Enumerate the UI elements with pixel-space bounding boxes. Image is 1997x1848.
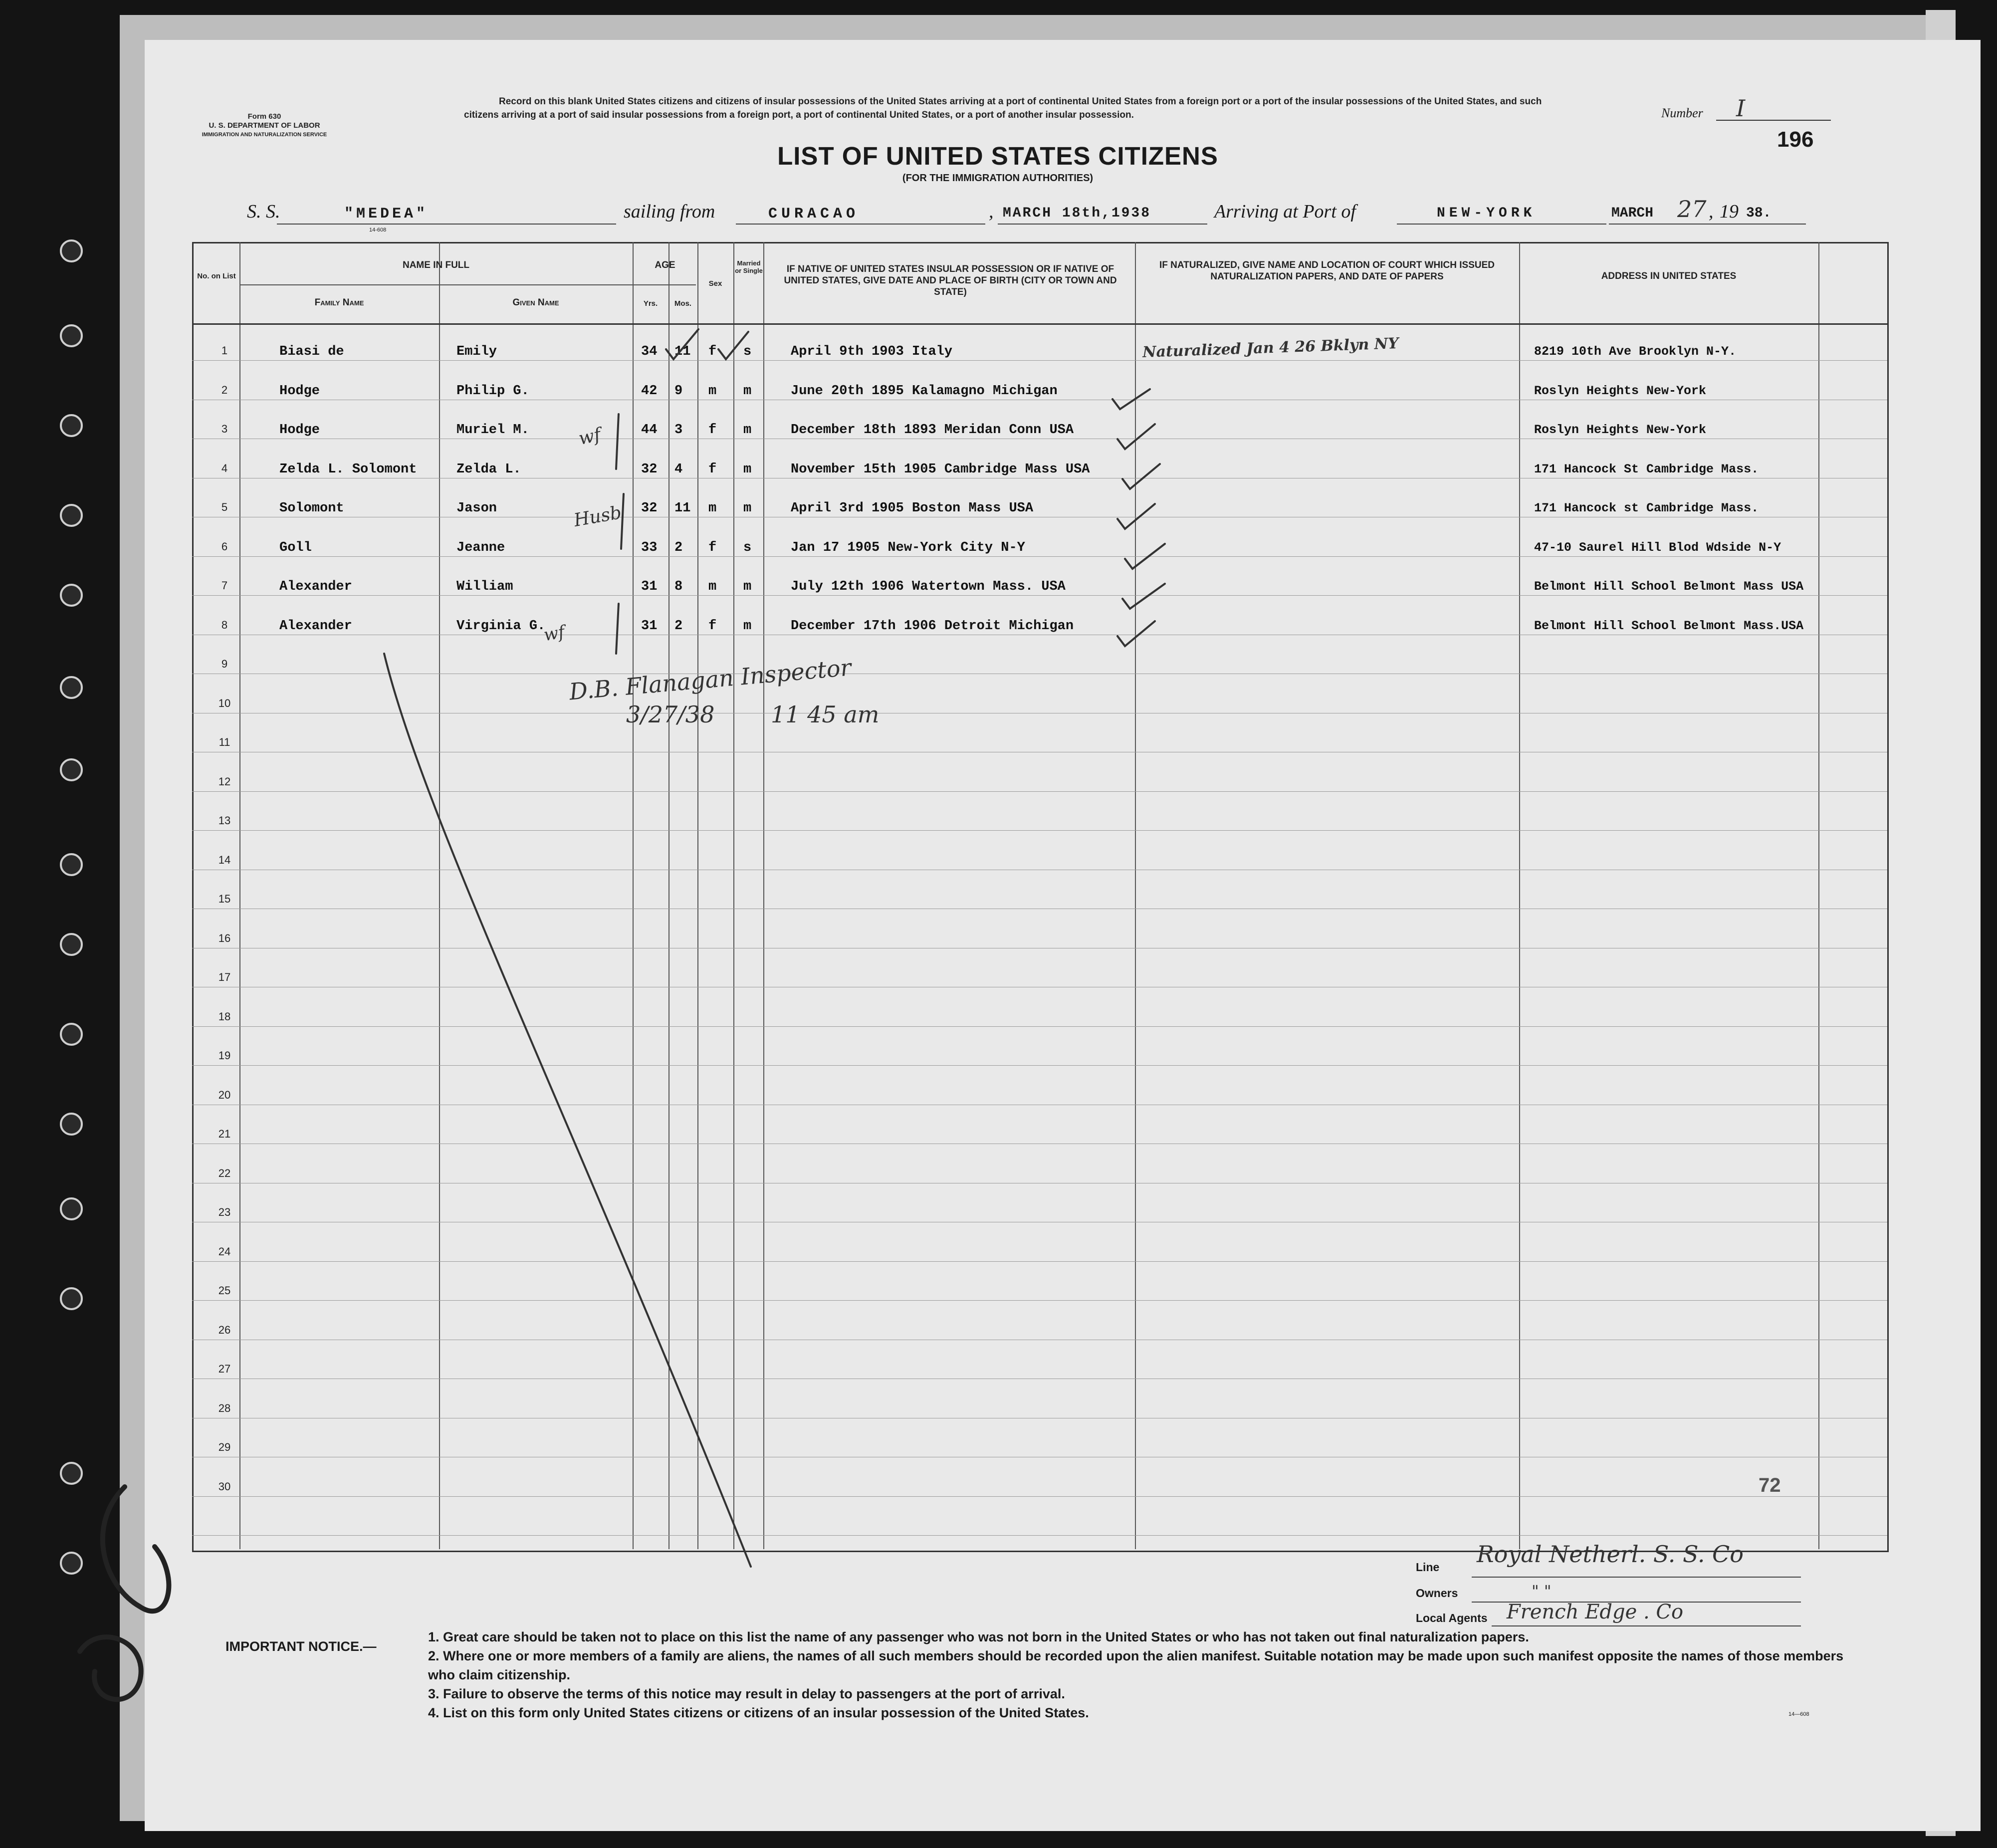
check-mark-icon bbox=[1117, 504, 1155, 529]
marital-status-cell: m bbox=[743, 501, 752, 516]
stamp-number: 196 bbox=[1777, 127, 1814, 152]
row-number: 17 bbox=[218, 971, 231, 983]
address-cell: 171 Hancock St Cambridge Mass. bbox=[1534, 462, 1759, 476]
age-years-cell: 31 bbox=[641, 579, 658, 594]
row-number: 14 bbox=[218, 853, 231, 866]
arrival-year: 38. bbox=[1746, 206, 1772, 221]
owners-label: Owners bbox=[1416, 1587, 1458, 1600]
header-no-on-list: No. on List bbox=[197, 272, 236, 280]
given-name-cell: William bbox=[456, 579, 513, 594]
row-number: 24 bbox=[218, 1245, 231, 1258]
age-months-cell: 3 bbox=[674, 423, 683, 438]
row-number: 29 bbox=[218, 1441, 231, 1453]
sex-cell: f bbox=[708, 618, 717, 634]
header-mos: Mos. bbox=[674, 299, 692, 308]
sex-cell: m bbox=[708, 383, 717, 399]
address-cell: 8219 10th Ave Brooklyn N-Y. bbox=[1534, 344, 1737, 359]
age-years-cell: 31 bbox=[641, 618, 658, 634]
row-number: 6 bbox=[221, 540, 228, 553]
sex-cell: f bbox=[708, 462, 717, 477]
marital-status-cell: m bbox=[743, 618, 752, 634]
sailing-label: sailing from bbox=[624, 201, 715, 222]
row-number: 26 bbox=[218, 1323, 231, 1336]
birth-cell: December 18th 1893 Meridan Conn USA bbox=[791, 423, 1074, 438]
owners-value: " " bbox=[1532, 1582, 1552, 1601]
header-naturalized: IF NATURALIZED, GIVE NAME AND LOCATION OF COURT WHICH ISSUED NATURALIZATION PAPERS, AND DATE OF PAPERS bbox=[1159, 260, 1495, 282]
naturalized-cell: Naturalized Jan 4 26 Bklyn NY bbox=[1142, 335, 1399, 361]
port-arrival: NEW-YORK bbox=[1437, 206, 1536, 221]
header-given-name: Given Name bbox=[512, 297, 559, 308]
number-value: I bbox=[1736, 95, 1746, 122]
row-number: 15 bbox=[218, 893, 231, 905]
address-cell: 171 Hancock st Cambridge Mass. bbox=[1534, 501, 1759, 515]
check-mark-icon bbox=[666, 329, 698, 359]
address-cell: Belmont Hill School Belmont Mass.USA bbox=[1534, 618, 1804, 633]
page-scribble-icon bbox=[80, 1637, 141, 1699]
row-number: 1 bbox=[221, 344, 228, 357]
family-name-cell: Biasi de bbox=[279, 344, 344, 359]
row-number: 10 bbox=[218, 696, 231, 709]
row-number: 18 bbox=[218, 1010, 231, 1023]
family-name-cell: Goll bbox=[279, 540, 312, 555]
marital-status-cell: m bbox=[743, 579, 752, 594]
birth-cell: July 12th 1906 Watertown Mass. USA bbox=[791, 579, 1066, 594]
age-years-cell: 34 bbox=[641, 344, 658, 359]
arriving-label: Arriving at Port of bbox=[1214, 201, 1356, 222]
form-instructions: Record on this blank United States citizens and citizens of insular possessions of the United States arriving at a port of continental United States from a foreign port or a port of the insular possessions of the United States, and such citizens arriving at a port of said insular possessions from a foreign port, a port of continental United States, or a port of another insular possession. bbox=[464, 96, 1542, 120]
header-birth: IF NATIVE OF UNITED STATES INSULAR POSSESSION OR IF NATIVE OF UNITED STATES, GIVE DATE AND PLACE OF BIRTH (CITY OR TOWN AND STATE) bbox=[784, 264, 1117, 297]
age-years-cell: 32 bbox=[641, 462, 658, 477]
birth-cell: Jan 17 1905 New-York City N-Y bbox=[791, 540, 1025, 555]
inspection-time: 11 45 am bbox=[771, 701, 880, 728]
address-cell: Roslyn Heights New-York bbox=[1534, 423, 1707, 437]
sex-cell: f bbox=[708, 344, 717, 359]
age-years-cell: 42 bbox=[641, 383, 658, 399]
service-name: IMMIGRATION AND NATURALIZATION SERVICE bbox=[202, 132, 327, 138]
check-mark-icon bbox=[1122, 584, 1165, 609]
row-number: 16 bbox=[218, 931, 231, 944]
given-name-cell: Jason bbox=[456, 501, 497, 516]
age-years-cell: 44 bbox=[641, 423, 658, 438]
inspection-date: 3/27/38 bbox=[626, 701, 715, 728]
age-months-cell: 2 bbox=[674, 540, 683, 555]
address-cell: Belmont Hill School Belmont Mass USA bbox=[1534, 579, 1804, 594]
form-number: Form 630 bbox=[247, 112, 281, 121]
notice-item-4: 4. List on this form only United States citizens or citizens of an insular possession of the United States. bbox=[428, 1705, 1089, 1720]
address-cell: Roslyn Heights New-York bbox=[1534, 383, 1707, 398]
notice-item-2: 2. Where one or more members of a family are aliens, the names of all such members should be recorded upon the alien manifest. Suitable notation may be made upon such manifest opposite the names of those members who claim citizenship. bbox=[428, 1648, 1844, 1682]
birth-cell: April 9th 1903 Italy bbox=[791, 344, 953, 359]
print-code-bottom: 14—608 bbox=[1788, 1711, 1809, 1717]
row-number: 19 bbox=[218, 1049, 231, 1062]
marital-status-cell: m bbox=[743, 383, 752, 399]
address-cell: 47-10 Saurel Hill Blod Wdside N-Y bbox=[1534, 540, 1781, 555]
row-number: 3 bbox=[221, 423, 228, 435]
family-name-cell: Hodge bbox=[279, 383, 320, 399]
age-months-cell: 9 bbox=[674, 383, 683, 399]
row-number: 11 bbox=[219, 736, 230, 748]
line-value: Royal Netherl. S. S. Co bbox=[1477, 1541, 1744, 1568]
age-months-cell: 2 bbox=[674, 618, 683, 634]
age-months-cell: 11 bbox=[674, 501, 691, 516]
notice-item-1: 1. Great care should be taken not to place on this list the name of any passenger who was not born in the United States or who has not taken out final naturalization papers. bbox=[428, 1629, 1529, 1644]
check-mark-icon bbox=[718, 332, 748, 359]
page-subtitle: (FOR THE IMMIGRATION AUTHORITIES) bbox=[902, 173, 1094, 184]
family-name-cell: Zelda L. Solomont bbox=[279, 462, 417, 477]
header-family-name: Family Name bbox=[314, 297, 364, 308]
sex-cell: m bbox=[708, 579, 717, 594]
notice-item-3: 3. Failure to observe the terms of this notice may result in delay to passengers at the port of arrival. bbox=[428, 1686, 1065, 1701]
row-number: 12 bbox=[218, 775, 231, 788]
sex-cell: m bbox=[708, 501, 717, 516]
header-sex: Sex bbox=[708, 279, 722, 288]
family-name-cell: Alexander bbox=[279, 618, 352, 634]
family-name-cell: Hodge bbox=[279, 423, 320, 438]
row-number: 7 bbox=[221, 579, 228, 592]
given-name-cell: Muriel M. bbox=[456, 423, 529, 438]
header-married-single: Married or Single bbox=[735, 259, 763, 274]
arrival-month: MARCH bbox=[1611, 206, 1654, 221]
marital-status-cell: m bbox=[743, 423, 752, 438]
annotation-wife-2: wf bbox=[542, 622, 566, 646]
age-years-cell: 32 bbox=[641, 501, 658, 516]
inspector-signature: D.B. Flanagan Inspector bbox=[568, 654, 853, 705]
bracket-mark-icon bbox=[621, 494, 624, 549]
birth-cell: November 15th 1905 Cambridge Mass USA bbox=[791, 462, 1090, 477]
given-name-cell: Philip G. bbox=[456, 383, 529, 399]
cancel-line-icon bbox=[384, 654, 751, 1567]
print-code-top: 14-608 bbox=[369, 227, 387, 233]
bracket-mark-icon bbox=[616, 414, 619, 469]
page-title: LIST OF UNITED STATES CITIZENS bbox=[777, 142, 1218, 170]
given-name-cell: Zelda L. bbox=[456, 462, 521, 477]
check-mark-icon bbox=[1117, 621, 1155, 646]
row-number: 5 bbox=[221, 501, 228, 513]
number-label: Number bbox=[1661, 106, 1703, 120]
age-years-cell: 33 bbox=[641, 540, 658, 555]
row-number: 23 bbox=[218, 1206, 231, 1218]
marital-status-cell: s bbox=[743, 344, 752, 359]
row-number: 21 bbox=[218, 1128, 231, 1140]
age-months-cell: 8 bbox=[674, 579, 683, 594]
birth-cell: April 3rd 1905 Boston Mass USA bbox=[791, 501, 1034, 516]
row-number: 30 bbox=[218, 1480, 231, 1493]
row-number: 9 bbox=[221, 658, 228, 670]
check-mark-icon bbox=[1112, 389, 1150, 409]
row-number: 4 bbox=[221, 462, 228, 474]
row-number: 27 bbox=[218, 1363, 231, 1375]
agents-label: Local Agents bbox=[1416, 1612, 1488, 1624]
age-months-cell: 4 bbox=[674, 462, 683, 477]
ss-label: S. S. bbox=[247, 201, 280, 222]
arrival-year-label: 19 bbox=[1720, 201, 1739, 222]
header-age: AGE bbox=[655, 260, 675, 270]
check-mark-icon bbox=[1117, 424, 1155, 449]
birth-cell: June 20th 1895 Kalamagno Michigan bbox=[791, 383, 1058, 399]
arrival-day: 27 bbox=[1677, 196, 1707, 223]
family-name-cell: Solomont bbox=[279, 501, 344, 516]
row-number: 13 bbox=[218, 814, 231, 827]
ship-name: "MEDEA" bbox=[344, 206, 429, 223]
port-from: CURACAO bbox=[768, 206, 860, 223]
line-label: Line bbox=[1416, 1561, 1440, 1574]
sail-date: MARCH 18th,1938 bbox=[1003, 206, 1151, 221]
row-number: 25 bbox=[218, 1284, 231, 1297]
agents-value: French Edge . Co bbox=[1507, 1601, 1684, 1623]
annotation-husband: Husb bbox=[572, 502, 623, 531]
check-mark-icon bbox=[1122, 464, 1160, 489]
department-name: U. S. DEPARTMENT OF LABOR bbox=[209, 121, 320, 130]
row-number: 2 bbox=[221, 383, 228, 396]
family-name-cell: Alexander bbox=[279, 579, 352, 594]
row-number: 20 bbox=[218, 1088, 231, 1101]
header-yrs: Yrs. bbox=[643, 299, 658, 308]
sex-cell: f bbox=[708, 423, 717, 438]
row-number: 28 bbox=[218, 1401, 231, 1414]
page-count: 72 bbox=[1759, 1474, 1781, 1496]
page-scribble-icon bbox=[103, 1487, 169, 1611]
row-number: 22 bbox=[218, 1166, 231, 1179]
sex-cell: f bbox=[708, 540, 717, 555]
annotation-wife-1: wf bbox=[577, 424, 603, 450]
bracket-mark-icon bbox=[616, 604, 619, 654]
age-months-cell: 11 bbox=[674, 344, 691, 359]
notice-title: IMPORTANT NOTICE.— bbox=[225, 1639, 377, 1654]
check-mark-icon bbox=[1125, 544, 1165, 569]
given-name-cell: Emily bbox=[456, 344, 497, 359]
header-name-in-full: NAME IN FULL bbox=[402, 260, 470, 270]
marital-status-cell: s bbox=[743, 540, 752, 555]
marital-status-cell: m bbox=[743, 462, 752, 477]
row-number: 8 bbox=[221, 618, 228, 631]
header-address: ADDRESS IN UNITED STATES bbox=[1601, 271, 1737, 281]
birth-cell: December 17th 1906 Detroit Michigan bbox=[791, 618, 1074, 634]
given-name-cell: Jeanne bbox=[456, 540, 505, 555]
given-name-cell: Virginia G. bbox=[456, 618, 546, 634]
